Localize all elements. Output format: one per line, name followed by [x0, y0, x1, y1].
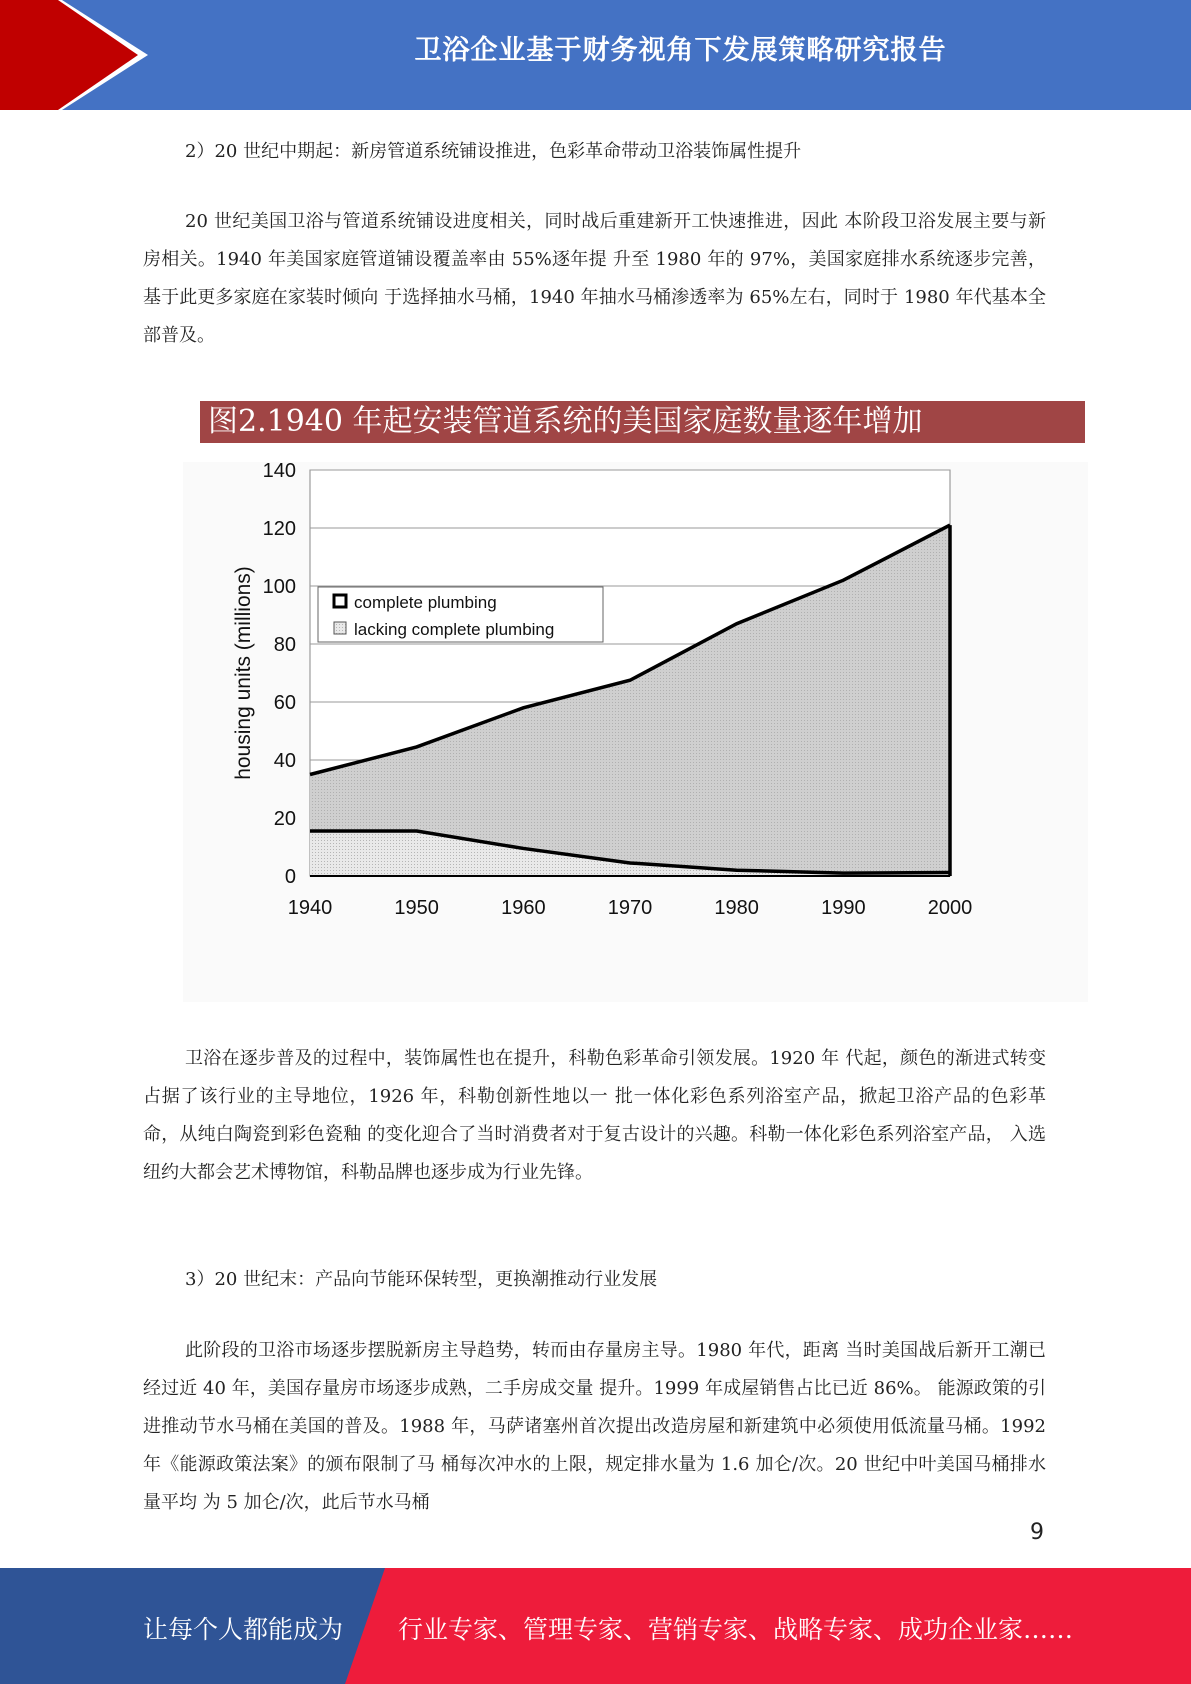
page-number: 9 — [1030, 1520, 1044, 1545]
figure-title: 图2.1940 年起安装管道系统的美国家庭数量逐年增加 — [200, 401, 1085, 443]
x-tick-label: 1950 — [394, 897, 439, 919]
y-tick-label: 60 — [273, 692, 296, 714]
y-tick-label: 120 — [262, 518, 296, 540]
section-subhead-1 — [143, 133, 1046, 171]
legend-swatch-complete — [334, 595, 346, 607]
figure-plumbing-chart — [183, 392, 1088, 1004]
y-tick-label: 40 — [273, 750, 296, 772]
footer-slogan-right: 行业专家、管理专家、营销专家、战略专家、成功企业家…… — [398, 1615, 1074, 1644]
x-tick-label: 1940 — [287, 897, 333, 919]
report-title: 卫浴企业基于财务视角下发展策略研究报告 — [414, 35, 947, 66]
paragraph-plumbing — [143, 203, 1046, 355]
x-tick-label: 1970 — [607, 897, 653, 919]
paragraph-text-2: 卫浴在逐步普及的过程中，装饰属性也在提升，科勒色彩革命引领发展。1920 年 代起，颜色的渐进式转变占据了该行业的主导地位，1926 年，科勒创新性地以一 批一体化彩色系列浴室产品，掀起卫浴产品的色彩革命，从纯白陶瓷到彩色瓷釉 的变化迎合了当时消费者对于复古设计的兴趣。科勒一体化彩色系列浴室产品， 入选纽约大都会艺术博物馆，科勒品牌也逐步成为行业先锋。 — [143, 1048, 1046, 1183]
page-footer — [0, 1568, 1191, 1684]
x-tick-label: 1990 — [821, 897, 866, 919]
y-tick-label: 80 — [273, 634, 296, 656]
paragraph-text-3: 此阶段的卫浴市场逐步摆脱新房主导趋势，转而由存量房主导。1980 年代，距离 当时美国战后新开工潮已经过近 40 年，美国存量房市场逐步成熟，二手房成交量 提升。1999 年成屋销售占比已近 86%。 能源政策的引进推动节水马桶在美国的普及。1988 年，马萨诸塞州首次提出改造房屋和新建筑中必须使用低流量马桶。1992 年《能源政策法案》的颁布限制了马 桶每次冲水的上限，规定排水量为 1.6 加仑/次。20 世纪中叶美国马桶排水量平均 为 5 加仑/次，此后节水马桶 — [143, 1340, 1046, 1513]
x-tick-label: 1960 — [501, 897, 546, 919]
subhead-late-century: 3）20 世纪末：产品向节能环保转型，更换潮推动行业发展 — [185, 1269, 658, 1290]
chart-container — [183, 462, 1088, 1002]
paragraph-text-1: 20 世纪美国卫浴与管道系统铺设进度相关，同时战后重建新开工快速推进，因此 本阶段卫浴发展主要与新房相关。1940 年美国家庭管道铺设覆盖率由 55%逐年提 升至 1980 年的 97%，美国家庭排水系统逐步完善，基于此更多家庭在家装时倾向 于选择抽水马桶，1940 年抽水马桶渗透率为 65%左右，同时于 1980 年代基本全 部普及。 — [143, 211, 1046, 346]
paragraph-kohler — [143, 1040, 1046, 1192]
section-subhead-2 — [143, 1261, 1046, 1299]
y-tick-label: 140 — [262, 462, 296, 482]
legend-swatch-lacking — [334, 622, 346, 634]
paragraph-water-saving — [143, 1332, 1046, 1522]
x-tick-label: 1980 — [714, 897, 759, 919]
x-tick-label: 2000 — [927, 897, 973, 919]
legend-label-lacking: lacking complete plumbing — [354, 620, 555, 639]
y-tick-label: 100 — [262, 576, 296, 598]
subhead-mid-century: 2）20 世纪中期起：新房管道系统铺设推进，色彩革命带动卫浴装饰属性提升 — [185, 141, 802, 162]
page-header — [0, 0, 1191, 110]
legend-label-complete: complete plumbing — [354, 593, 497, 612]
header-arrow-icon — [0, 0, 160, 110]
y-tick-label: 0 — [284, 866, 296, 888]
y-axis-label: housing units (millions) — [232, 566, 255, 780]
area-chart — [183, 462, 1088, 1002]
footer-slogan-left: 让每个人都能成为 — [143, 1615, 344, 1644]
y-tick-label: 20 — [273, 808, 296, 830]
